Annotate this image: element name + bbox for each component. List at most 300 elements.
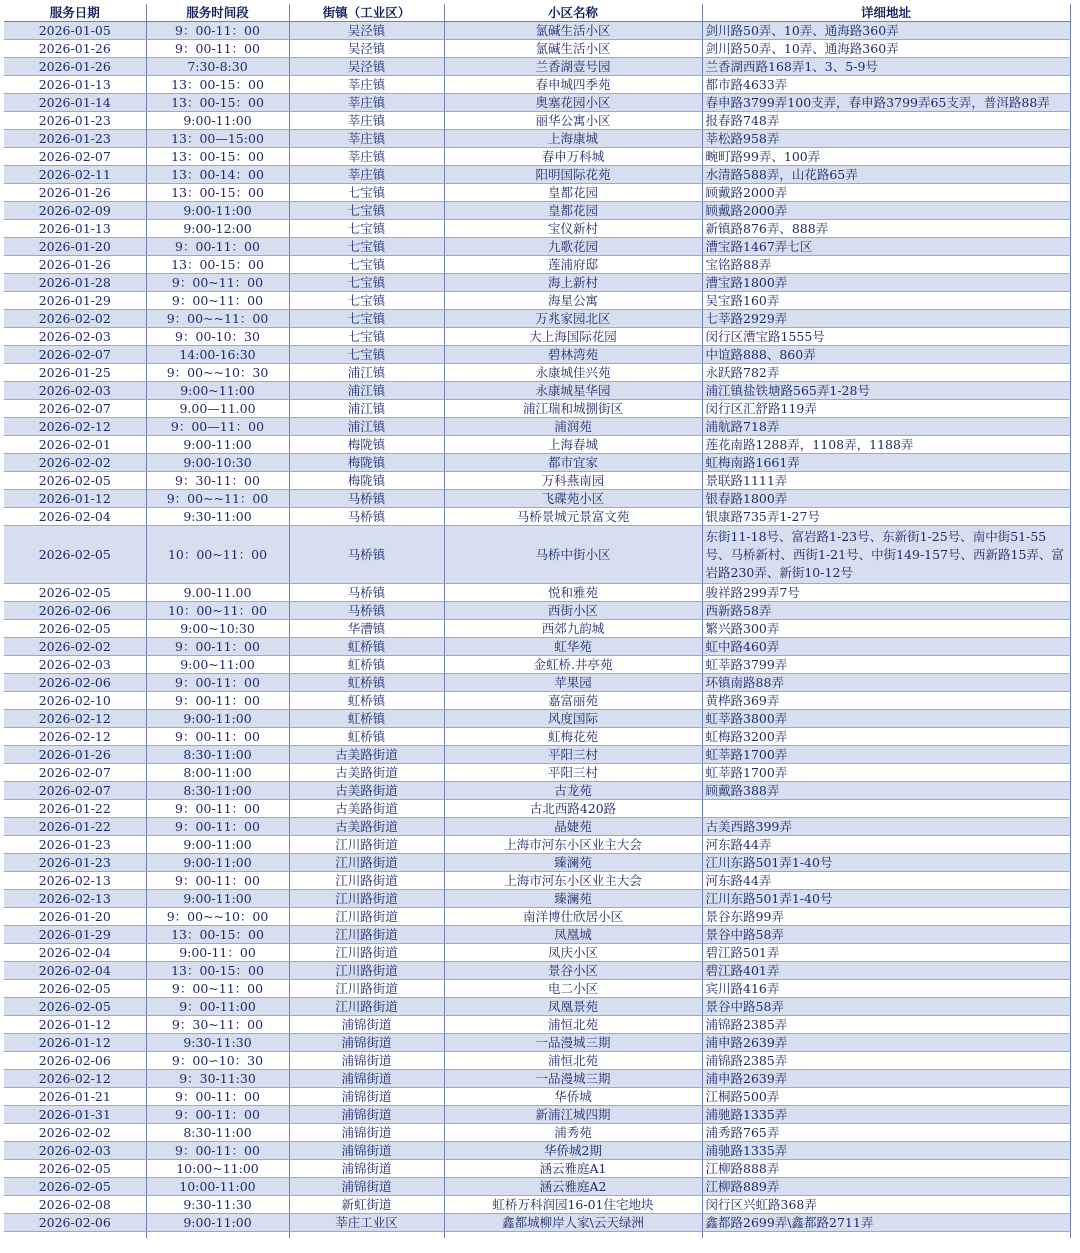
- cell-town: 华漕镇: [289, 620, 444, 638]
- table-row: [4, 1160, 1070, 1178]
- cell-address: 碧江路401弄: [702, 962, 1070, 980]
- cell-address: 新镇路876弄、888弄: [702, 220, 1070, 238]
- table-row: [4, 310, 1070, 328]
- cell-community-name: 浦恒北苑: [444, 1016, 702, 1034]
- cell-town: 江川路街道: [289, 836, 444, 854]
- cell-service-time: 9：00∽10：30: [146, 1052, 289, 1070]
- cell-service-date: 2026-01-26: [4, 58, 146, 76]
- cell-service-date: 2026-01-31: [4, 1106, 146, 1124]
- cell-service-date: 2026-01-12: [4, 1016, 146, 1034]
- table-row: [4, 782, 1070, 800]
- table-body: [4, 22, 1070, 1239]
- cell-address: 永跃路782弄: [702, 364, 1070, 382]
- cell-service-time: 13：00-15：00: [146, 926, 289, 944]
- cell-service-date: 2026-02-05: [4, 472, 146, 490]
- cell-community-name: 飞碟苑小区: [444, 490, 702, 508]
- table-row: [4, 980, 1070, 998]
- cell-community-name: 永康城佳兴苑: [444, 364, 702, 382]
- cell-service-date: 2026-02-07: [4, 782, 146, 800]
- service-schedule-table: [4, 4, 1071, 1238]
- cell-service-time: 9：00-11:00: [146, 998, 289, 1016]
- cell-town: 浦江镇: [289, 382, 444, 400]
- cell-community-name: 华侨城2期: [444, 1142, 702, 1160]
- cell-town: 古美路街道: [289, 818, 444, 836]
- cell-service-time: 9:00-11:00: [146, 710, 289, 728]
- table-row: [4, 890, 1070, 908]
- cell-service-date: 2026-02-10: [4, 692, 146, 710]
- cell-town: 江川路街道: [289, 944, 444, 962]
- cell-service-time: 9：00~~10：00: [146, 908, 289, 926]
- cell-service-time: 9:00-11:00: [146, 1214, 289, 1232]
- table-row: [4, 944, 1070, 962]
- cell-service-time: 9：00~~11：00: [146, 490, 289, 508]
- cell-community-name: 氯碱生活小区: [444, 22, 702, 40]
- cell-town: 江川路街道: [289, 908, 444, 926]
- cell-service-date: 2026-02-07: [4, 764, 146, 782]
- cell-address: 江川东路501弄1-40号: [702, 854, 1070, 872]
- table-row: [4, 710, 1070, 728]
- cell-community-name: 金虹桥.井亭苑: [444, 656, 702, 674]
- cell-service-time: 8:30-11:00: [146, 746, 289, 764]
- cell-town: 江川路街道: [289, 872, 444, 890]
- cell-service-date: 2026-02-06: [4, 1214, 146, 1232]
- table-row: [4, 1124, 1070, 1142]
- table-row: [4, 836, 1070, 854]
- cell-community-name: 虹桥万科润园16-01住宅地块: [444, 1196, 702, 1214]
- cell-service-date: 2026-02-02: [4, 310, 146, 328]
- cell-address: 古美西路399弄: [702, 818, 1070, 836]
- cell-service-date: 2026-01-29: [4, 292, 146, 310]
- cell-service-date: 2026-02-07: [4, 400, 146, 418]
- cell-address: 宝铭路88弄: [702, 256, 1070, 274]
- cell-service-time: 9：00-11：00: [146, 728, 289, 746]
- cell-town: 七宝镇: [289, 256, 444, 274]
- cell-community-name: 九歌花园: [444, 238, 702, 256]
- cell-address: 闵行区漕宝路1555号: [702, 328, 1070, 346]
- cell-service-time: 13：00-14：00: [146, 166, 289, 184]
- cell-town: 虹桥镇: [289, 638, 444, 656]
- cell-address: 畹町路99弄、100弄: [702, 148, 1070, 166]
- table-row-partial: [4, 1232, 1070, 1239]
- cell-address: 虹莘路1700弄: [702, 746, 1070, 764]
- cell-service-date: 2026-02-02: [4, 638, 146, 656]
- cell-service-time: 9:00-10:30: [146, 454, 289, 472]
- cell-service-date: 2026-02-13: [4, 890, 146, 908]
- table-row: [4, 656, 1070, 674]
- cell-address: 景谷中路58弄: [702, 998, 1070, 1016]
- cell-service-time: 9：00-11：00: [146, 872, 289, 890]
- cell-community-name: 浦恒北苑: [444, 1052, 702, 1070]
- cell-address: 黄桦路369弄: [702, 692, 1070, 710]
- cell-town: 虹桥镇: [289, 710, 444, 728]
- cell-town: 马桥镇: [289, 508, 444, 526]
- cell-address: 景谷中路58弄: [702, 926, 1070, 944]
- header-community-name: 小区名称: [444, 4, 702, 22]
- cell-town: 古美路街道: [289, 782, 444, 800]
- cell-service-date: 2026-01-26: [4, 40, 146, 58]
- cell-service-date: 2026-02-05: [4, 998, 146, 1016]
- table-row: [4, 166, 1070, 184]
- cell-service-date: 2026-01-23: [4, 854, 146, 872]
- cell-community-name: 阳明国际花苑: [444, 166, 702, 184]
- cell-community-name: 春申城四季苑: [444, 76, 702, 94]
- cell-address: 浦航路718弄: [702, 418, 1070, 436]
- cell-service-time: 13：00-15：00: [146, 184, 289, 202]
- cell-service-date: 2026-02-12: [4, 418, 146, 436]
- cell-community-name: 都市宜家: [444, 454, 702, 472]
- cell-town: 浦锦街道: [289, 1052, 444, 1070]
- cell-community-name: 浦润苑: [444, 418, 702, 436]
- cell-community-name: 平阳三村: [444, 746, 702, 764]
- cell-service-time: 9:30-11:30: [146, 1034, 289, 1052]
- table-header: [4, 4, 1070, 22]
- cell-service-date: 2026-02-05: [4, 1178, 146, 1196]
- cell-address: 宾川路416弄: [702, 980, 1070, 998]
- cell-service-date: 2026-01-23: [4, 130, 146, 148]
- cell-town: 虹桥镇: [289, 692, 444, 710]
- cell-community-name: 凤凰城: [444, 926, 702, 944]
- cell-service-time: 7:30-8:30: [146, 58, 289, 76]
- cell-community-name: 虹梅花苑: [444, 728, 702, 746]
- cell-town: 浦锦街道: [289, 1034, 444, 1052]
- table-row: [4, 436, 1070, 454]
- cell-service-date: 2026-02-04: [4, 962, 146, 980]
- cell-service-date: 2026-02-06: [4, 602, 146, 620]
- cell-address: 吴宝路160弄: [702, 292, 1070, 310]
- table-row: [4, 1016, 1070, 1034]
- cell-community-name: 苹果园: [444, 674, 702, 692]
- cell-address: [702, 800, 1070, 818]
- cell-service-time: 8:00-11:00: [146, 764, 289, 782]
- cell-service-time: 9:00~10:30: [146, 620, 289, 638]
- cell-service-date: 2026-01-22: [4, 800, 146, 818]
- cell-service-time: 13：00—15:00: [146, 130, 289, 148]
- cell-town: 莘庄镇: [289, 94, 444, 112]
- cell-town: 莘庄镇: [289, 112, 444, 130]
- cell-service-date: 2026-02-04: [4, 508, 146, 526]
- cell-community-name: 皇都花园: [444, 184, 702, 202]
- cell-service-date: 2026-02-03: [4, 656, 146, 674]
- table-row: [4, 220, 1070, 238]
- cell-town: 七宝镇: [289, 310, 444, 328]
- cell-address: 环镇南路88弄: [702, 674, 1070, 692]
- cell-service-date: 2026-01-26: [4, 256, 146, 274]
- cell-town: 江川路街道: [289, 854, 444, 872]
- cell-address: 春申路3799弄100支弄，春申路3799弄65支弄，普洱路88弄: [702, 94, 1070, 112]
- cell-service-time: 10：00~11：00: [146, 526, 289, 584]
- cell-town: 吴泾镇: [289, 22, 444, 40]
- cell-town: 七宝镇: [289, 346, 444, 364]
- cell-community-name: 万兆家园北区: [444, 310, 702, 328]
- table-row: [4, 908, 1070, 926]
- cell-address: 碧江路501弄: [702, 944, 1070, 962]
- cell-address: 河东路44弄: [702, 836, 1070, 854]
- cell-service-time: 10:00-11:00: [146, 1178, 289, 1196]
- cell-service-time: 9：00-11：00: [146, 22, 289, 40]
- cell-service-date: 2026-02-05: [4, 620, 146, 638]
- table-row: [4, 526, 1070, 584]
- table-row: [4, 1052, 1070, 1070]
- cell-community-name: 臻澜苑: [444, 854, 702, 872]
- table-row: [4, 1178, 1070, 1196]
- table-row: [4, 800, 1070, 818]
- cell-service-time: 9：00-11：00: [146, 692, 289, 710]
- cell-service-time: 9：30-11:30: [146, 1070, 289, 1088]
- cell-community-name: 平阳三村: [444, 764, 702, 782]
- cell-service-time: 9.00-11.00: [146, 584, 289, 602]
- cell-address: 河东路44弄: [702, 872, 1070, 890]
- cell-address: 漕宝路1467弄七区: [702, 238, 1070, 256]
- table-row: [4, 274, 1070, 292]
- cell-town: 新虹街道: [289, 1196, 444, 1214]
- cell-town: 浦江镇: [289, 418, 444, 436]
- cell-town: 马桥镇: [289, 490, 444, 508]
- table-row: [4, 76, 1070, 94]
- cell-address: 浦锦路2385弄: [702, 1016, 1070, 1034]
- cell-address: 虹梅南路1661弄: [702, 454, 1070, 472]
- cell-community-name: 景谷小区: [444, 962, 702, 980]
- cell-town: 莘庄镇: [289, 148, 444, 166]
- cell-address: 闵行区汇舒路119弄: [702, 400, 1070, 418]
- cell-town: 江川路街道: [289, 980, 444, 998]
- cell-service-date: 2026-01-21: [4, 1088, 146, 1106]
- cell-service-date: 2026-01-26: [4, 184, 146, 202]
- table-row: [4, 854, 1070, 872]
- table-row: [4, 1214, 1070, 1232]
- table-row: [4, 638, 1070, 656]
- cell-community-name: 电二小区: [444, 980, 702, 998]
- cell-service-date: 2026-02-05: [4, 526, 146, 584]
- cell-address: 银春路1800弄: [702, 490, 1070, 508]
- table-row: [4, 130, 1070, 148]
- cell-town: 马桥镇: [289, 584, 444, 602]
- cell-service-date: 2026-02-07: [4, 346, 146, 364]
- cell-address: 虹梅路3200弄: [702, 728, 1070, 746]
- cell-service-time: 13：00-15：00: [146, 94, 289, 112]
- cell-service-date: 2026-02-07: [4, 148, 146, 166]
- cell-community-name: 永康城星华园: [444, 382, 702, 400]
- cell-community-name: 上海市河东小区业主大会: [444, 872, 702, 890]
- cell-community-name: 华侨城: [444, 1088, 702, 1106]
- cell-community-name: 涵云雅庭A2: [444, 1178, 702, 1196]
- cell-service-time: 9:00-11:00: [146, 202, 289, 220]
- cell-town: 古美路街道: [289, 746, 444, 764]
- cell-service-date: 2026-01-12: [4, 490, 146, 508]
- table-row: [4, 256, 1070, 274]
- cell-community-name: 氯碱生活小区: [444, 40, 702, 58]
- empty-cell: [444, 1232, 702, 1239]
- cell-town: 浦江镇: [289, 364, 444, 382]
- cell-community-name: 一品漫城三期: [444, 1070, 702, 1088]
- cell-service-date: 2026-02-05: [4, 1160, 146, 1178]
- cell-service-time: 9:00-11：00: [146, 944, 289, 962]
- header-row: [4, 4, 1070, 22]
- cell-service-time: 9：00-11：00: [146, 800, 289, 818]
- cell-community-name: 风度国际: [444, 710, 702, 728]
- cell-service-time: 9：00-11：00: [146, 674, 289, 692]
- cell-town: 浦锦街道: [289, 1142, 444, 1160]
- cell-service-time: 13：00-15：00: [146, 256, 289, 274]
- cell-address: 水清路588弄，山花路65弄: [702, 166, 1070, 184]
- cell-service-time: 9：00-11：00: [146, 238, 289, 256]
- cell-address: 浦锦路2385弄: [702, 1052, 1070, 1070]
- table-row: [4, 1106, 1070, 1124]
- empty-cell: [146, 1232, 289, 1239]
- cell-town: 浦锦街道: [289, 1070, 444, 1088]
- cell-community-name: 上海春城: [444, 436, 702, 454]
- cell-town: 江川路街道: [289, 926, 444, 944]
- cell-town: 梅陇镇: [289, 436, 444, 454]
- cell-address: 莲花南路1288弄，1108弄，1188弄: [702, 436, 1070, 454]
- cell-town: 江川路街道: [289, 962, 444, 980]
- cell-service-date: 2026-02-03: [4, 328, 146, 346]
- table-row: [4, 872, 1070, 890]
- empty-cell: [289, 1232, 444, 1239]
- cell-address: 中谊路888、860弄: [702, 346, 1070, 364]
- cell-town: 浦锦街道: [289, 1124, 444, 1142]
- cell-community-name: 浦江瑞和城捌街区: [444, 400, 702, 418]
- cell-service-time: 9：00-10：30: [146, 328, 289, 346]
- cell-address: 浦江镇盐铁塘路565弄1-28号: [702, 382, 1070, 400]
- empty-cell: [702, 1232, 1070, 1239]
- cell-service-time: 8:30-11:00: [146, 782, 289, 800]
- cell-town: 七宝镇: [289, 238, 444, 256]
- cell-address: 骏祥路299弄7号: [702, 584, 1070, 602]
- cell-service-time: 9:30-11:00: [146, 508, 289, 526]
- cell-town: 古美路街道: [289, 800, 444, 818]
- cell-service-time: 10:00~11:00: [146, 1160, 289, 1178]
- cell-service-date: 2026-02-06: [4, 1052, 146, 1070]
- cell-town: 七宝镇: [289, 292, 444, 310]
- cell-town: 浦锦街道: [289, 1178, 444, 1196]
- cell-service-date: 2026-01-20: [4, 908, 146, 926]
- header-address: 详细地址: [702, 4, 1070, 22]
- cell-service-time: 9：00~11：00: [146, 980, 289, 998]
- cell-service-date: 2026-02-08: [4, 1196, 146, 1214]
- cell-community-name: 春申万科城: [444, 148, 702, 166]
- cell-town: 莘庄镇: [289, 76, 444, 94]
- cell-service-time: 9：30-11：00: [146, 472, 289, 490]
- empty-cell: [4, 1232, 146, 1239]
- cell-town: 古美路街道: [289, 764, 444, 782]
- table-row: [4, 508, 1070, 526]
- cell-community-name: 凤凰景苑: [444, 998, 702, 1016]
- table-row: [4, 346, 1070, 364]
- table-row: [4, 1196, 1070, 1214]
- cell-community-name: 南洋博仕欣居小区: [444, 908, 702, 926]
- cell-address: 繁兴路300弄: [702, 620, 1070, 638]
- cell-community-name: 丽华公寓小区: [444, 112, 702, 130]
- cell-service-time: 9：00-11：00: [146, 638, 289, 656]
- cell-address: 银康路735弄1-27号: [702, 508, 1070, 526]
- table-row: [4, 184, 1070, 202]
- cell-town: 马桥镇: [289, 526, 444, 584]
- cell-town: 莘庄镇: [289, 130, 444, 148]
- cell-address: 鑫都路2699弄\鑫都路2711弄: [702, 1214, 1070, 1232]
- cell-service-date: 2026-01-23: [4, 112, 146, 130]
- cell-address: 都市路4633弄: [702, 76, 1070, 94]
- cell-service-time: 9：00~~10：30: [146, 364, 289, 382]
- cell-community-name: 古北西路420路: [444, 800, 702, 818]
- cell-community-name: 嘉富丽苑: [444, 692, 702, 710]
- cell-service-date: 2026-02-03: [4, 382, 146, 400]
- cell-service-time: 9:00-11:00: [146, 112, 289, 130]
- cell-town: 七宝镇: [289, 184, 444, 202]
- cell-service-time: 9：00~11：00: [146, 292, 289, 310]
- cell-community-name: 皇都花园: [444, 202, 702, 220]
- cell-address: 闵行区兴虹路368弄: [702, 1196, 1070, 1214]
- table-row: [4, 454, 1070, 472]
- cell-community-name: 大上海国际花园: [444, 328, 702, 346]
- cell-service-time: 9：00-11：00: [146, 1088, 289, 1106]
- cell-address: 顾戴路2000弄: [702, 184, 1070, 202]
- cell-community-name: 臻澜苑: [444, 890, 702, 908]
- table-row: [4, 22, 1070, 40]
- cell-address: 漕宝路1800弄: [702, 274, 1070, 292]
- cell-community-name: 上海市河东小区业主大会: [444, 836, 702, 854]
- cell-service-time: 9:00~11:00: [146, 382, 289, 400]
- cell-service-date: 2026-01-13: [4, 220, 146, 238]
- cell-address: 虹莘路3800弄: [702, 710, 1070, 728]
- table-row: [4, 112, 1070, 130]
- cell-town: 莘庄工业区: [289, 1214, 444, 1232]
- table-row: [4, 962, 1070, 980]
- cell-address: 浦秀路765弄: [702, 1124, 1070, 1142]
- table-row: [4, 472, 1070, 490]
- table-row: [4, 148, 1070, 166]
- cell-address: 西新路58弄: [702, 602, 1070, 620]
- cell-service-time: 9：00-11：00: [146, 40, 289, 58]
- cell-address: 东街11-18号、富岩路1-23号、东新街1-25号、南中街51-55号、马桥新村、西街1-21号、中街149-157号、西新路15弄、富岩路230弄、新街10-12号: [702, 526, 1070, 584]
- table-row: [4, 1070, 1070, 1088]
- cell-service-time: 9:00-11:00: [146, 436, 289, 454]
- cell-service-time: 14:00-16:30: [146, 346, 289, 364]
- cell-service-date: 2026-01-23: [4, 836, 146, 854]
- table-row: [4, 40, 1070, 58]
- cell-address: 江柳路888弄: [702, 1160, 1070, 1178]
- cell-address: 景联路1111弄: [702, 472, 1070, 490]
- header-town: 街镇（工业区）: [289, 4, 444, 22]
- cell-service-date: 2026-02-05: [4, 980, 146, 998]
- table-row: [4, 94, 1070, 112]
- header-service-time: 服务时间段: [146, 4, 289, 22]
- cell-service-date: 2026-02-05: [4, 584, 146, 602]
- cell-service-time: 8:30-11:00: [146, 1124, 289, 1142]
- cell-town: 江川路街道: [289, 998, 444, 1016]
- cell-address: 江柳路889弄: [702, 1178, 1070, 1196]
- cell-service-date: 2026-02-12: [4, 728, 146, 746]
- cell-service-time: 9：00~11：00: [146, 274, 289, 292]
- table-row: [4, 58, 1070, 76]
- cell-community-name: 马桥景城元景富文苑: [444, 508, 702, 526]
- cell-town: 莘庄镇: [289, 166, 444, 184]
- cell-service-date: 2026-01-29: [4, 926, 146, 944]
- cell-service-date: 2026-02-12: [4, 1070, 146, 1088]
- table-row: [4, 620, 1070, 638]
- cell-town: 七宝镇: [289, 202, 444, 220]
- cell-community-name: 兰香湖壹号园: [444, 58, 702, 76]
- cell-service-date: 2026-02-09: [4, 202, 146, 220]
- table-row: [4, 400, 1070, 418]
- cell-town: 江川路街道: [289, 890, 444, 908]
- cell-community-name: 虹华苑: [444, 638, 702, 656]
- table-row: [4, 328, 1070, 346]
- cell-service-time: 9：30~11：00: [146, 1016, 289, 1034]
- table-row: [4, 602, 1070, 620]
- cell-town: 虹桥镇: [289, 674, 444, 692]
- table-row: [4, 728, 1070, 746]
- cell-community-name: 一品漫城三期: [444, 1034, 702, 1052]
